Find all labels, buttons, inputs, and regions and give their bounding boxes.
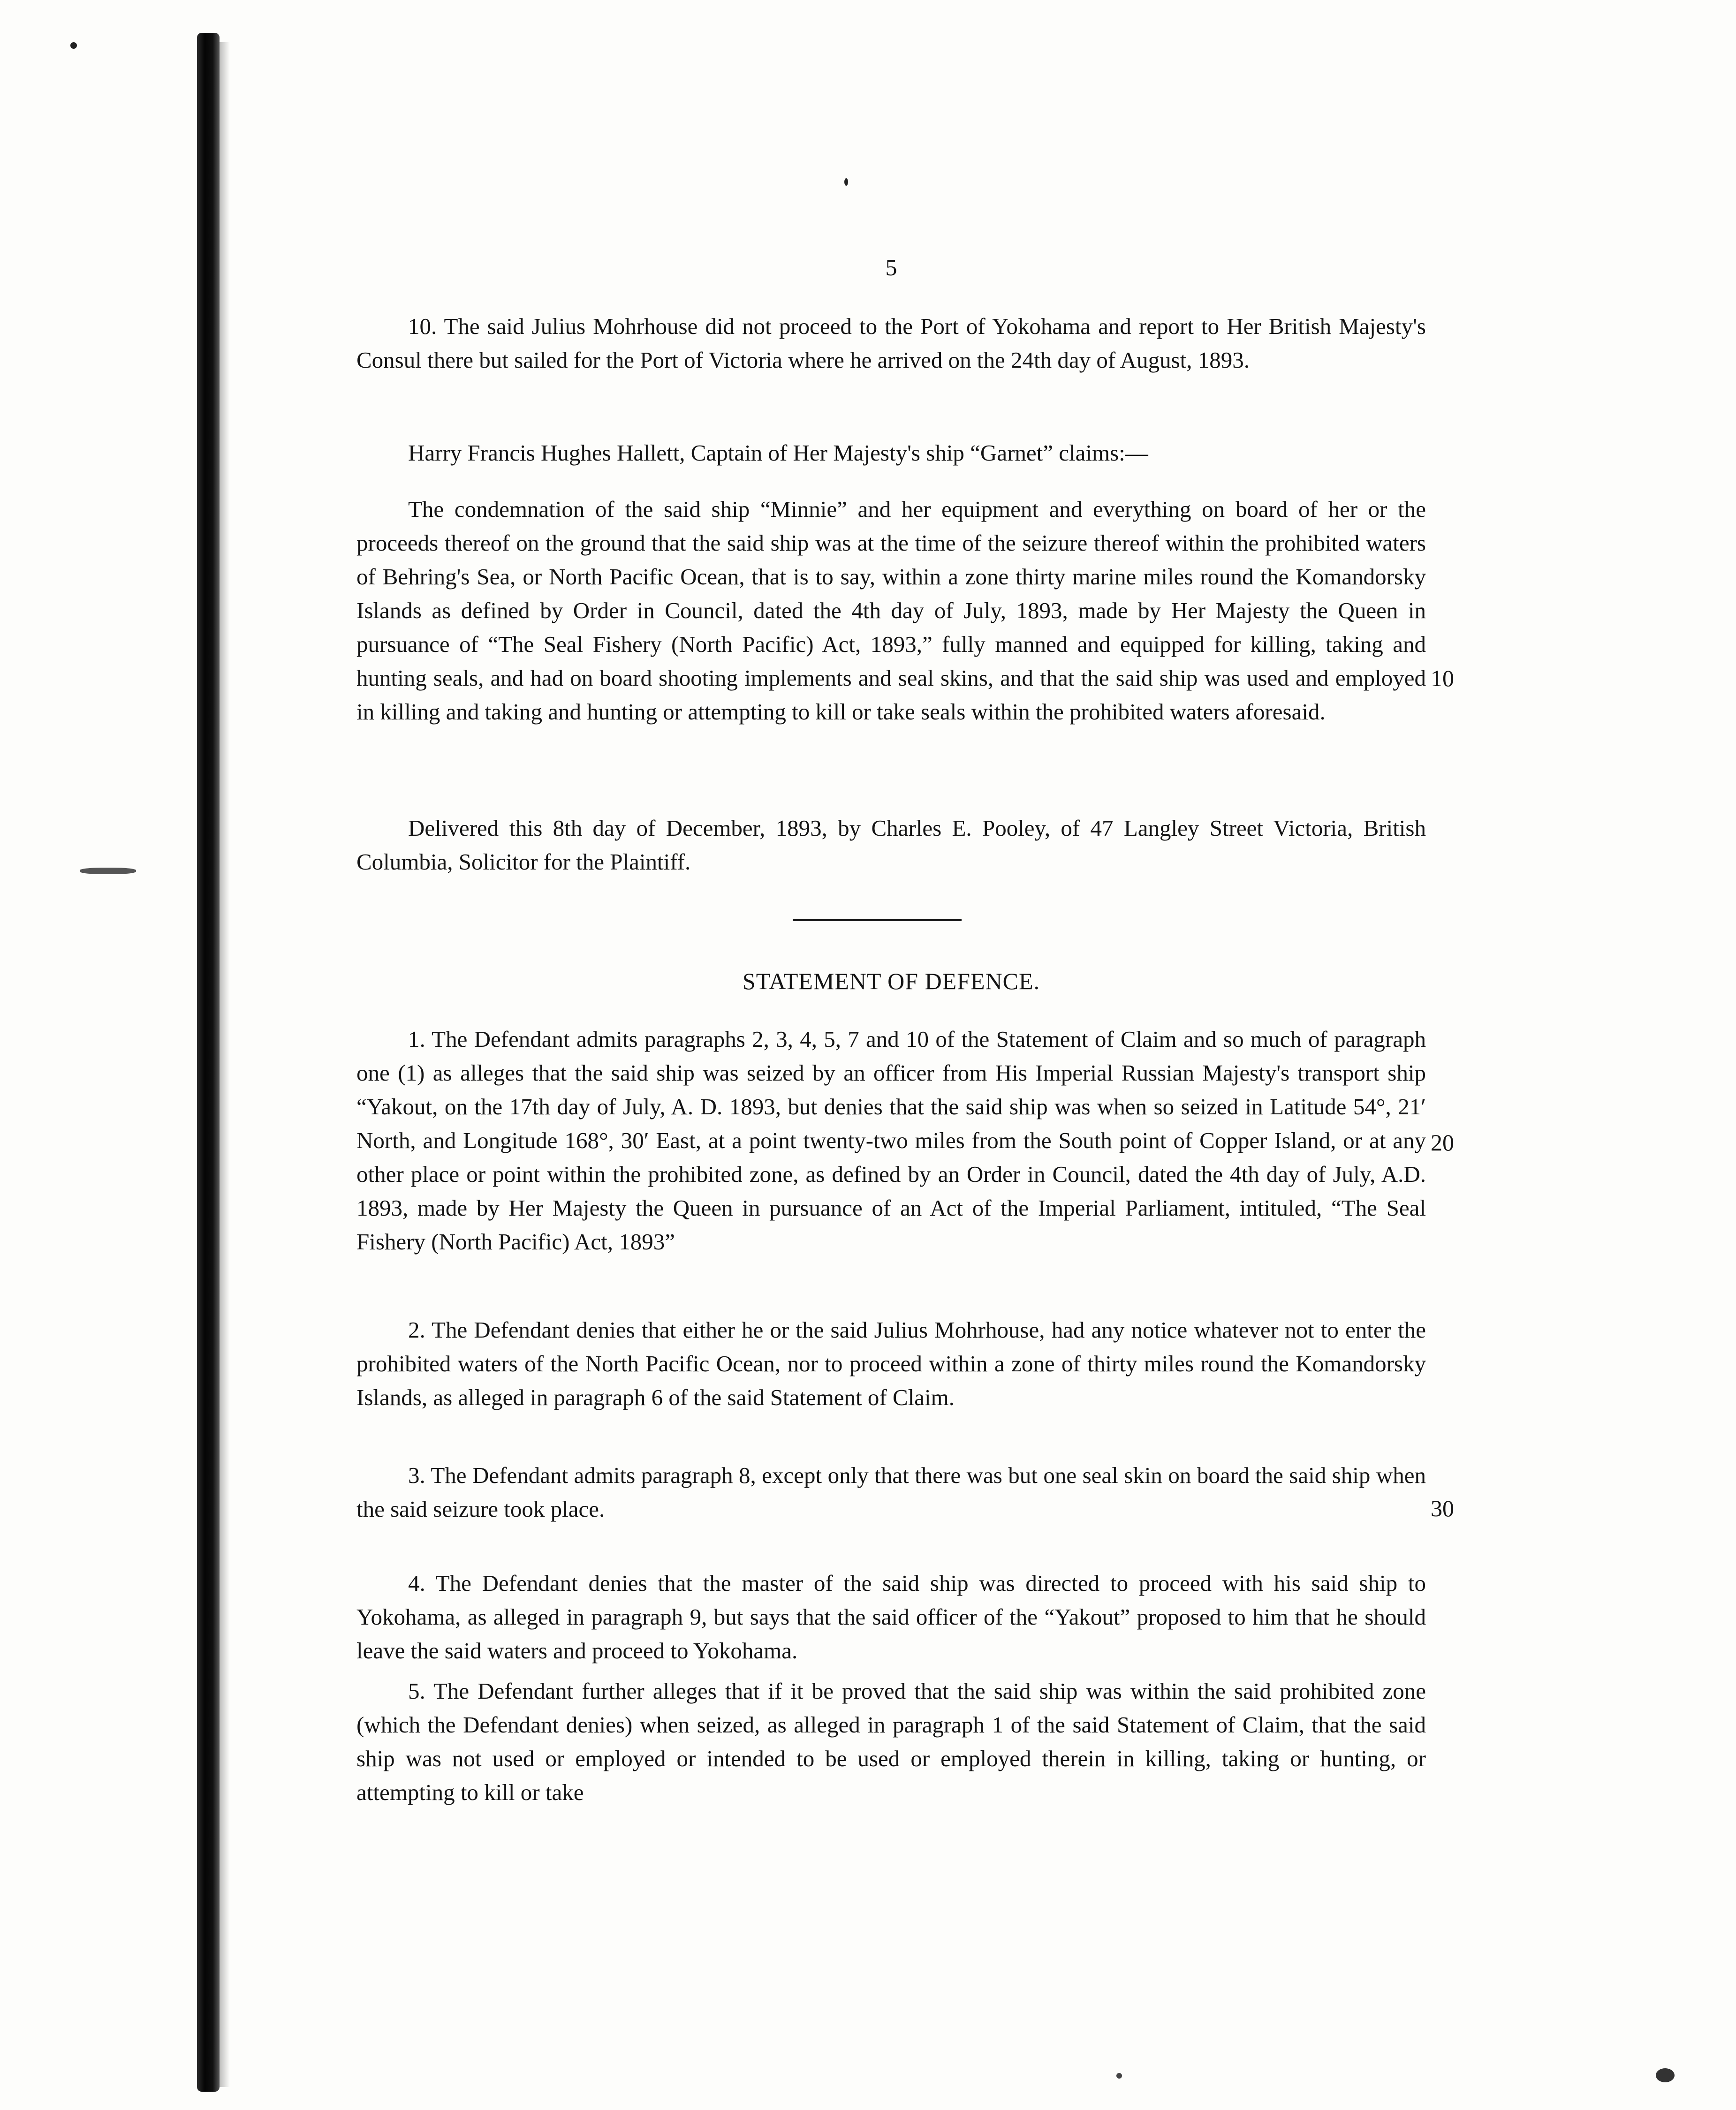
scan-speck <box>80 868 136 874</box>
defence-paragraph-2: 2. The Defendant denies that either he or the said Julius Mohrhouse, had any notice whatever not to enter the prohibited waters of the North Pacific Ocean, nor to proceed within a zone of thirty miles round the Komandorsky Islands, as alleged in paragraph 6 of the said Statement of Claim. <box>356 1317 1426 1410</box>
defence-paragraph-3: 3. The Defendant admits paragraph 8, except only that there was but one seal skin on board the said ship when the said seizure took place. <box>356 1462 1426 1522</box>
line-number-30: 30 <box>1431 1495 1454 1521</box>
page-number: 5 <box>885 254 897 280</box>
scan-speck <box>70 42 77 49</box>
section-heading: STATEMENT OF DEFENCE. <box>742 968 1040 994</box>
line-number-10: 10 <box>1431 665 1454 691</box>
paragraph-10: 10. The said Julius Mohrhouse did not proceed to the Port of Yokohama and report to Her British Majesty's Consul there but sailed for the Port of Victoria where he arrived on the 24th day of August, 1893. <box>356 313 1426 373</box>
claimant-line: Harry Francis Hughes Hallett, Captain of Her Majesty's ship “Garnet” claims:— <box>408 440 1148 466</box>
condemnation-paragraph: The condemnation of the said ship “Minnie” and her equipment and everything on board of her or the proceeds thereof on the ground that the said ship was at the time of the seizure thereof within the prohibited waters of Behring's Sea, or North Pacific Ocean, that is to say, within a zone thirty marine miles round the Komandorsky Islands as defined by Order in Council, dated the 4th day of July, 1893, made by Her Majesty the Queen in pursuance of “The Seal Fishery (North Pacific) Act, 1893,” fully manned and equipped for killing, taking and hunting seals, and had on board shooting implements and seal skins, and that the said ship was used and employed in killing and taking and hunting or attempting to kill or take seals within the prohibited waters aforesaid. <box>356 496 1426 725</box>
defence-paragraph-1: 1. The Defendant admits paragraphs 2, 3, 4, 5, 7 and 10 of the Statement of Claim and so much of paragraph one (1) as alleges that the said ship was seized by an officer from His Imperial Russian Majesty's transport ship “Yakout, on the 17th day of July, A. D. 1893, but denies that the said ship was when so seized in Latitude 54°, 21′ North, and Longitude 168°, 30′ East, at a point twenty-two miles from the South point of Copper Island, or at any other place or point within the prohibited zone, as defined by an Order in Council, dated the 4th day of July, A.D. 1893, made by Her Majesty the Queen in pursuance of an Act of the Imperial Parliament, intituled, “The Seal Fishery (North Pacific) Act, 1893” <box>356 1026 1426 1255</box>
section-divider <box>793 919 962 921</box>
line-number-20: 20 <box>1431 1129 1454 1156</box>
scan-speck <box>1656 2068 1675 2082</box>
binding-shadow <box>220 42 230 2087</box>
defence-paragraph-4: 4. The Defendant denies that the master of the said ship was directed to proceed with his said ship to Yokohama, as alleged in paragraph 9, but says that the said officer of the “Yakout” proposed to him that he should leave the said waters and proceed to Yokohama. <box>356 1570 1426 1664</box>
delivered-paragraph: Delivered this 8th day of December, 1893, by Charles E. Pooley, of 47 Langley Street Victoria, British Columbia, Solicitor for the Plaintiff. <box>356 815 1426 875</box>
document-body <box>356 0 1454 2110</box>
defence-paragraph-5: 5. The Defendant further alleges that if it be proved that the said ship was within the said prohibited zone (which the Defendant denies) when seized, as alleged in paragraph 1 of the said Statement of Claim, that the said ship was not used or employed or intended to be used or employed therein in killing, taking or hunting, or attempting to kill or take <box>356 1678 1426 1805</box>
binding-edge <box>197 33 220 2092</box>
